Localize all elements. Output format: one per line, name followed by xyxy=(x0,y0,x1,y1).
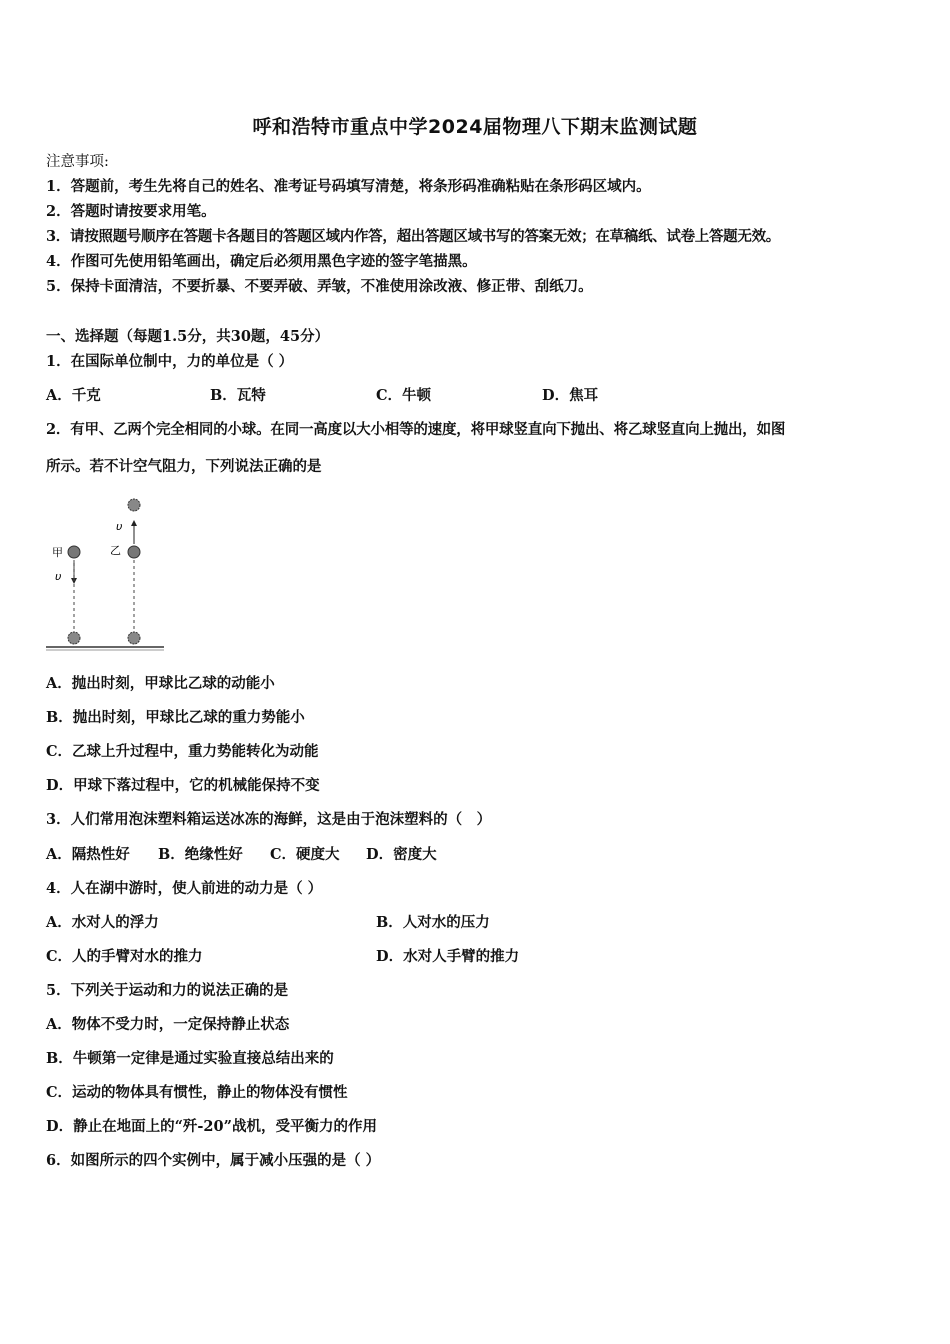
question-1-stem: 1．在国际单位制中，力的单位是（ ） xyxy=(46,353,294,370)
q2-option-a: A．抛出时刻，甲球比乙球的动能小 xyxy=(46,675,275,692)
ball-jia xyxy=(68,546,80,558)
q3-option-b: B．绝缘性好 xyxy=(158,846,243,863)
q1-option-c: C．牛顿 xyxy=(376,387,432,404)
question-2-stem-line1: 2．有甲、乙两个完全相同的小球。在同一高度以大小相等的速度，将甲球竖直向下抛出、将乙球竖直向上抛出，如图 xyxy=(46,421,786,438)
q3-option-d: D．密度大 xyxy=(366,846,437,863)
note-item: 2．答题时请按要求用笔。 xyxy=(46,203,216,220)
question-6-stem: 6．如图所示的四个实例中，属于减小压强的是（ ） xyxy=(46,1152,381,1169)
ball-jia-ground xyxy=(68,632,80,644)
q5-option-b: B．牛顿第一定律是通过实验直接总结出来的 xyxy=(46,1050,334,1067)
q1-option-d: D．焦耳 xyxy=(542,387,599,404)
velocity-label-left: υ xyxy=(55,570,62,583)
question-5-stem: 5．下列关于运动和力的说法正确的是 xyxy=(46,982,289,999)
q4-option-a: A．水对人的浮力 xyxy=(46,914,159,931)
velocity-label-right: υ xyxy=(116,520,123,533)
q2-option-c: C．乙球上升过程中，重力势能转化为动能 xyxy=(46,743,319,760)
q4-option-d: D．水对人手臂的推力 xyxy=(376,948,520,965)
ball-label-right: 乙 xyxy=(110,544,121,557)
q2-option-d: D．甲球下落过程中，它的机械能保持不变 xyxy=(46,777,320,794)
q4-option-b: B．人对水的压力 xyxy=(376,914,490,931)
q5-option-c: C．运动的物体具有惯性，静止的物体没有惯性 xyxy=(46,1084,348,1101)
q5-option-a: A．物体不受力时，一定保持静止状态 xyxy=(46,1016,290,1033)
ball-yi-ground xyxy=(128,632,140,644)
q5-option-d: D．静止在地面上的“歼-20”战机，受平衡力的作用 xyxy=(46,1118,377,1135)
ball-yi xyxy=(128,546,140,558)
q4-option-c: C．人的手臂对水的推力 xyxy=(46,948,203,965)
q3-option-a: A．隔热性好 xyxy=(46,846,130,863)
ball-yi-top xyxy=(128,499,140,511)
note-item: 3．请按照题号顺序在答题卡各题目的答题区域内作答，超出答题区域书写的答案无效；在草稿纸、试卷上答题无效。 xyxy=(46,228,780,245)
q1-option-b: B．瓦特 xyxy=(210,387,266,404)
notes-heading: 注意事项: xyxy=(46,154,109,170)
ball-label-left: 甲 xyxy=(52,546,63,559)
question-4-stem: 4．人在湖中游时，使人前进的动力是（ ） xyxy=(46,880,323,897)
arrow-up-head xyxy=(131,520,137,526)
page-title: 呼和浩特市重点中学2024届物理八下期末监测试题 xyxy=(252,116,698,138)
q1-option-a: A．千克 xyxy=(46,387,101,404)
question-2-stem-line2: 所示。若不计空气阻力，下列说法正确的是 xyxy=(46,458,322,475)
note-item: 4．作图可先使用铅笔画出，确定后必须用黑色字迹的签字笔描黑。 xyxy=(46,253,477,270)
balls-figure xyxy=(44,494,168,654)
section-heading: 一、选择题（每题1.5分，共30题，45分） xyxy=(46,328,330,345)
question-3-stem: 3．人们常用泡沫塑料箱运送冰冻的海鲜，这是由于泡沫塑料的（ ） xyxy=(46,811,492,828)
q2-option-b: B．抛出时刻，甲球比乙球的重力势能小 xyxy=(46,709,305,726)
note-item: 5．保持卡面清洁，不要折暴、不要弄破、弄皱，不准使用涂改液、修正带、刮纸刀。 xyxy=(46,278,593,295)
note-item: 1．答题前，考生先将自己的姓名、准考证号码填写清楚，将条形码准确粘贴在条形码区域内。 xyxy=(46,178,651,195)
q3-option-c: C．硬度大 xyxy=(270,846,340,863)
